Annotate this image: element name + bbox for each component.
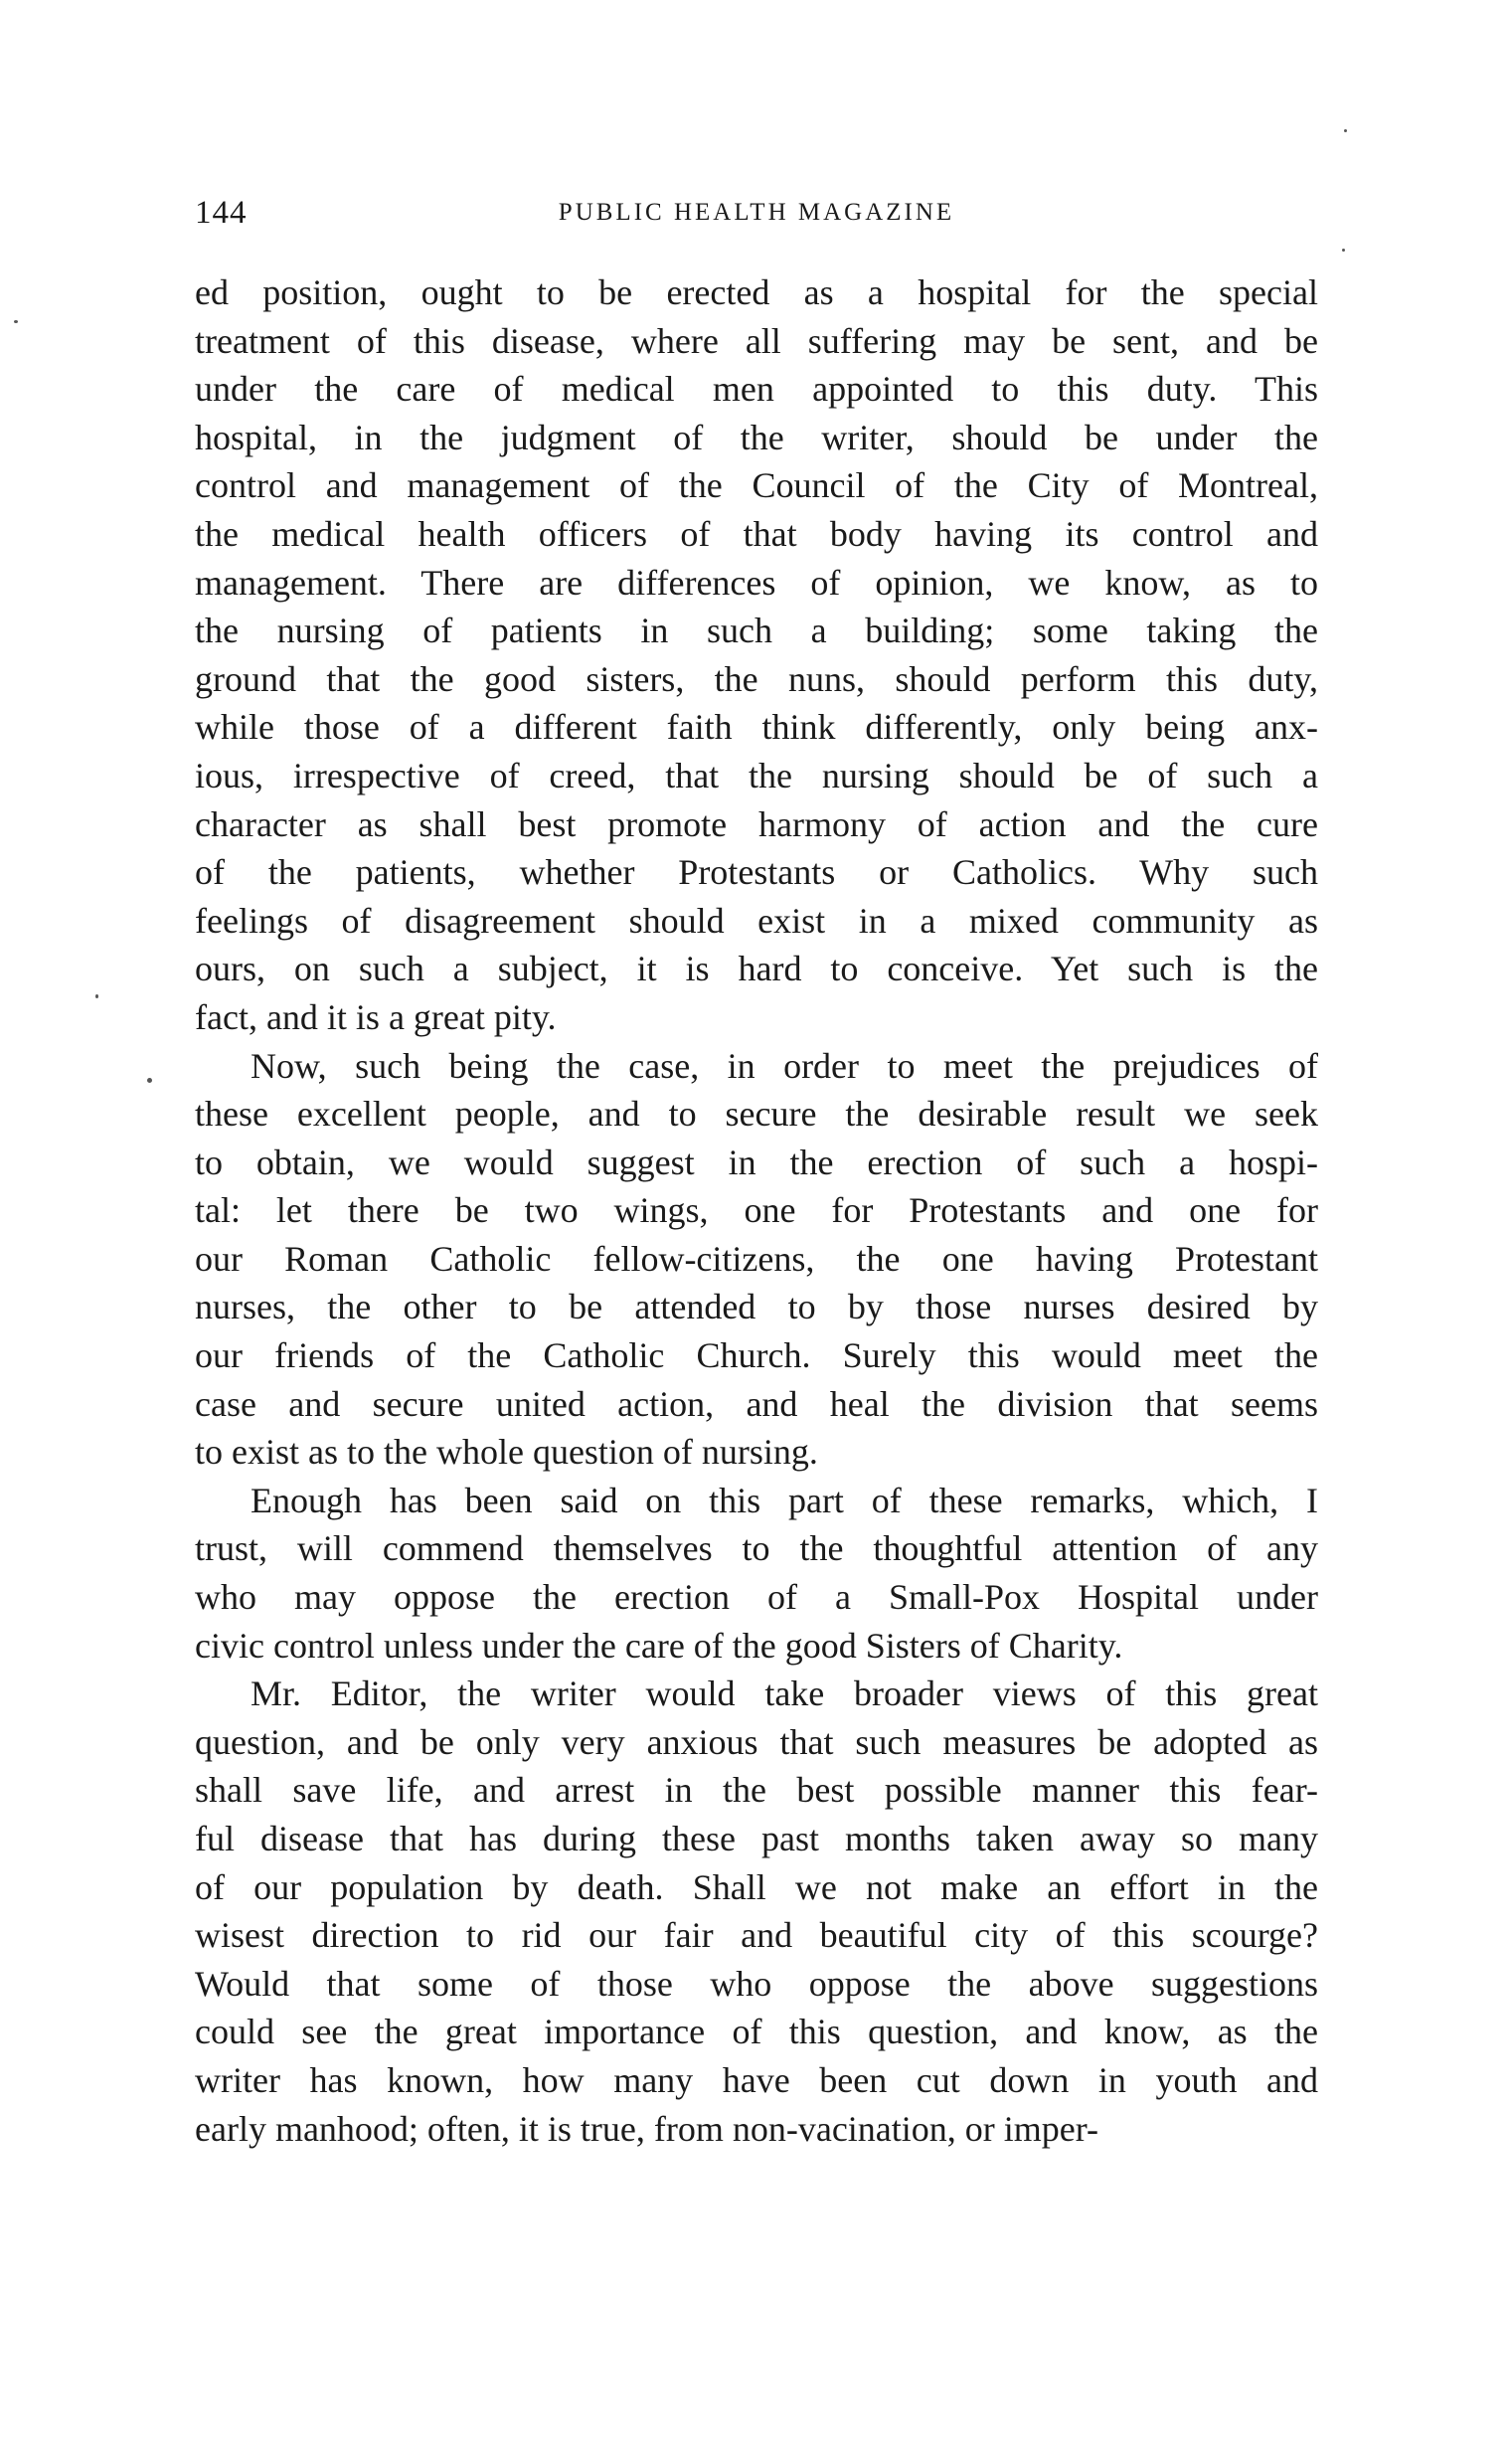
text-line: civic control unless under the care of the good Sisters of Charity. xyxy=(195,1625,1123,1666)
text-line: fact, and it is a great pity. xyxy=(195,996,557,1037)
text-line: Would that some of those who oppose the above suggestions xyxy=(195,1963,1318,2004)
text-line: nurses, the other to be attended to by those nurses desired by xyxy=(195,1287,1318,1327)
text-line: case and secure united action, and heal the division that seems xyxy=(195,1383,1318,1424)
text-line: control and management of the Council of the City of Montreal, xyxy=(195,465,1318,506)
text-line: who may oppose the erection of a Small-Pox Hospital under xyxy=(195,1577,1318,1618)
text-line: under the care of medical men appointed to this duty. This xyxy=(195,369,1318,410)
text-line: feelings of disagreement should exist in a mixed community as xyxy=(195,900,1318,941)
text-line: tal: let there be two wings, one for Protestants and one for xyxy=(195,1190,1318,1231)
text-line: wisest direction to rid our fair and beautiful city of this scourge? xyxy=(195,1915,1318,1956)
scan-speck xyxy=(147,1078,152,1083)
scan-speck xyxy=(95,994,98,998)
text-line: ious, irrespective of creed, that the nursing should be of such a xyxy=(195,755,1318,795)
scan-speck xyxy=(14,320,18,323)
body-text xyxy=(195,268,1318,2153)
text-line: our Roman Catholic fellow-citizens, the one having Protestant xyxy=(195,1238,1318,1279)
text-line: character as shall best promote harmony of action and the cure xyxy=(195,803,1318,844)
text-line: these excellent people, and to secure the desirable result we seek xyxy=(195,1094,1318,1135)
text-line: of the patients, whether Protestants or Catholics. Why such xyxy=(195,852,1318,893)
text-line: writer has known, how many have been cut down in youth and xyxy=(195,2059,1318,2100)
text-line: to obtain, we would suggest in the erection of such a hospi- xyxy=(195,1142,1318,1182)
text-line: ours, on such a subject, it is hard to conceive. Yet such is the xyxy=(195,949,1318,989)
text-line: treatment of this disease, where all suffering may be sent, and be xyxy=(195,320,1318,361)
text-line: the medical health officers of that body having its control and xyxy=(195,513,1318,554)
running-title: PUBLIC HEALTH MAGAZINE xyxy=(558,199,955,226)
text-line: question, and be only very anxious that such measures be adopted as xyxy=(195,1721,1318,1762)
text-line: trust, will commend themselves to the thoughtful attention of any xyxy=(195,1528,1318,1569)
text-line: ed position, ought to be erected as a hospital for the special xyxy=(195,272,1318,312)
text-line: Enough has been said on this part of these remarks, which, I xyxy=(251,1480,1318,1520)
text-line: to exist as to the whole question of nursing. xyxy=(195,1432,818,1473)
scan-speck xyxy=(1344,129,1347,132)
text-line: shall save life, and arrest in the best possible manner this fear- xyxy=(195,1770,1318,1811)
running-head xyxy=(195,195,1318,235)
text-line: could see the great importance of this question, and know, as the xyxy=(195,2012,1318,2052)
text-line: management. There are differences of opinion, we know, as to xyxy=(195,562,1318,603)
page-number: 144 xyxy=(195,195,248,231)
text-line: ground that the good sisters, the nuns, should perform this duty, xyxy=(195,658,1318,699)
text-line: ful disease that has during these past months taken away so many xyxy=(195,1819,1318,1858)
text-line: Mr. Editor, the writer would take broader views of this great xyxy=(251,1673,1318,1714)
scan-speck xyxy=(1342,249,1345,252)
text-line: hospital, in the judgment of the writer, should be under the xyxy=(195,417,1318,457)
text-line: early manhood; often, it is true, from non-vacination, or imper- xyxy=(195,2108,1099,2149)
text-line: our friends of the Catholic Church. Surely this would meet the xyxy=(195,1335,1318,1376)
text-line: Now, such being the case, in order to meet the prejudices of xyxy=(251,1045,1318,1086)
text-line: the nursing of patients in such a building; some taking the xyxy=(195,611,1318,651)
text-line: of our population by death. Shall we not make an effort in the xyxy=(195,1866,1318,1907)
text-line: while those of a different faith think differently, only being anx- xyxy=(195,707,1318,748)
